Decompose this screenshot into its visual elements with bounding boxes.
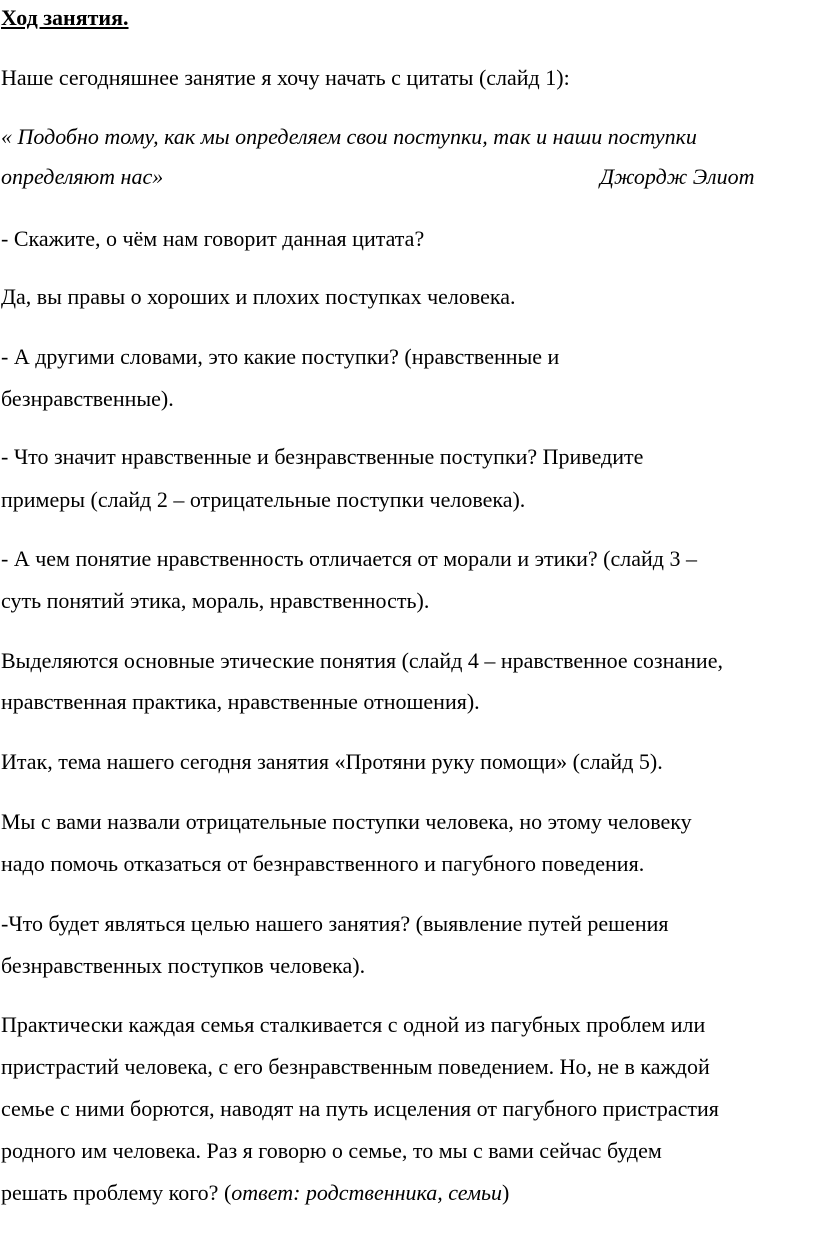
paragraph-line: - Скажите, о чём нам говорит данная цитата? [1,226,425,251]
paragraph-line: нравственная практика, нравственные отношения). [1,689,480,714]
page-title: Ход занятия. [1,5,129,30]
quote-author: Джордж Элиот [600,164,755,189]
paragraph-line: - Что значит нравственные и безнравственные поступки? Приведите [1,444,644,469]
paragraph-line: - А другими словами, это какие поступки? (нравственные и [1,344,560,369]
paragraph-line: Практически каждая семья сталкивается с одной из пагубных проблем или [1,1012,706,1037]
paragraph-line: примеры (слайд 2 – отрицательные поступки человека). [1,487,526,512]
paragraph-line: Итак, тема нашего сегодня занятия «Протяни руку помощи» (слайд 5). [1,749,663,774]
paragraph-line: Выделяются основные этические понятия (слайд 4 – нравственное сознание, [1,648,723,673]
paragraph-line: пристрастий человека, с его безнравственным поведением. Но, не в каждой [1,1054,710,1079]
paragraph-line: Да, вы правы о хороших и плохих поступках человека. [1,284,516,309]
paragraph-line: надо помочь отказаться от безнравственного и пагубного поведения. [1,851,645,876]
paragraph-line: безнравственных поступков человека). [1,953,366,978]
quote-line-2: определяют нас» [1,164,164,189]
paragraph-line: - А чем понятие нравственность отличается от морали и этики? (слайд 3 – [1,546,697,571]
paragraph-line: семье с ними борются, наводят на путь исцеления от пагубного пристрастия [1,1096,719,1121]
paragraph-last-line [1,1180,509,1206]
answer-emphasis: ответ: родственника, семьи [231,1180,503,1205]
paragraph-line: суть понятий этика, мораль, нравственность). [1,588,430,613]
last-line-closing: ) [502,1180,510,1205]
paragraph-line: безнравственные). [1,386,174,411]
quote-line-1: « Подобно тому, как мы определяем свои поступки, так и наши поступки [1,124,697,149]
paragraph-line: родного им человека. Раз я говорю о семье, то мы с вами сейчас будем [1,1138,662,1163]
last-line-text: решать проблему кого? ( [1,1180,232,1205]
paragraph-line: -Что будет являться целью нашего занятия? (выявление путей решения [1,911,669,936]
paragraph-line: Мы с вами назвали отрицательные поступки человека, но этому человеку [1,809,692,834]
intro-text: Наше сегодняшнее занятие я хочу начать с цитаты (слайд 1): [1,65,570,90]
